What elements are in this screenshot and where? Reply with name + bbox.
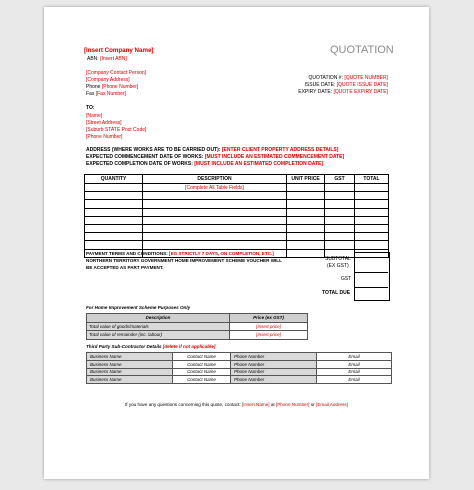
description-cell[interactable] bbox=[143, 241, 287, 249]
table-row bbox=[87, 331, 308, 340]
gst-cell[interactable] bbox=[325, 233, 355, 241]
abn-value: [Insert ABN] bbox=[100, 56, 127, 62]
quantity-cell[interactable] bbox=[85, 241, 143, 249]
unit-price-cell[interactable] bbox=[287, 184, 325, 192]
email-label: Email bbox=[317, 353, 392, 361]
header-unit-price: UNIT PRICE bbox=[287, 175, 325, 184]
unit-price-cell[interactable] bbox=[287, 233, 325, 241]
description-cell[interactable] bbox=[143, 224, 287, 232]
contact-name-label: Contact Name bbox=[173, 376, 231, 384]
quotation-page bbox=[44, 7, 429, 479]
quantity-cell[interactable] bbox=[85, 233, 143, 241]
quantity-cell[interactable] bbox=[85, 184, 143, 192]
document-title: QUOTATION bbox=[330, 44, 394, 56]
business-name-label: Business Name bbox=[87, 376, 173, 384]
voucher-line-1: NORTHERN TERRITORY GOVERNMENT HOME IMPROVEMENT SCHEME VOUCHER WILL bbox=[86, 258, 282, 263]
totals-box bbox=[354, 252, 390, 301]
quantity-cell[interactable] bbox=[85, 216, 143, 224]
expiry-date-label: EXPIRY DATE: bbox=[298, 89, 333, 95]
table-row bbox=[85, 216, 389, 224]
items-table bbox=[84, 174, 389, 258]
commencement-line bbox=[86, 155, 344, 160]
table-row bbox=[85, 184, 389, 192]
quantity-cell[interactable] bbox=[85, 200, 143, 208]
home-improvement-table bbox=[86, 313, 308, 340]
footer-name: [Insert Name] bbox=[241, 402, 270, 407]
total-cell[interactable] bbox=[355, 184, 389, 192]
hi-header-price: Price (ex GST) bbox=[230, 314, 308, 323]
expiry-date-line bbox=[298, 90, 388, 95]
gst-cell[interactable] bbox=[325, 241, 355, 249]
total-cell[interactable] bbox=[355, 200, 389, 208]
table-row bbox=[85, 208, 389, 216]
footer-at: at bbox=[270, 402, 275, 407]
gst-cell[interactable] bbox=[325, 184, 355, 192]
company-name: [Insert Company Name] bbox=[84, 47, 154, 54]
phone-number-label: Phone Number bbox=[231, 360, 317, 368]
home-improvement-header bbox=[87, 314, 308, 323]
hi-remainder-price[interactable]: [Insert price] bbox=[230, 331, 308, 340]
total-cell[interactable] bbox=[355, 192, 389, 200]
payment-terms-value: [EG STRICTLY 7 DAYS, ON COMPLETION, ETC.] bbox=[169, 251, 274, 256]
company-phone bbox=[86, 85, 138, 90]
quotation-number-value: [QUOTE NUMBER] bbox=[344, 75, 388, 81]
completion-label: EXPECTED COMPLETION DATE OF WORKS: bbox=[86, 161, 193, 167]
to-phone: [Phone Number] bbox=[86, 134, 123, 140]
totals-divider bbox=[354, 272, 388, 273]
table-row bbox=[85, 200, 389, 208]
subcontractor-title: Third Party Sub-Contractor Details bbox=[86, 344, 162, 349]
unit-price-cell[interactable] bbox=[287, 216, 325, 224]
hi-goods-label: Total value of goods/materials bbox=[87, 322, 230, 331]
description-cell[interactable] bbox=[143, 233, 287, 241]
items-header-row bbox=[85, 175, 389, 184]
phone-number-label: Phone Number bbox=[231, 353, 317, 361]
gst-cell[interactable] bbox=[325, 208, 355, 216]
header-description: DESCRIPTION bbox=[143, 175, 287, 184]
table-row bbox=[87, 360, 392, 368]
gst-cell[interactable] bbox=[325, 192, 355, 200]
to-label: TO: bbox=[86, 105, 95, 111]
phone-label: Phone bbox=[86, 84, 101, 90]
header-quantity: QUANTITY bbox=[85, 175, 143, 184]
gst-cell[interactable] bbox=[325, 216, 355, 224]
quotation-number-label: QUOTATION #: bbox=[308, 75, 343, 81]
to-street: [Street Address] bbox=[86, 120, 122, 126]
works-address-label: ADDRESS (WHERE WORKS ARE TO BE CARRIED OUT): bbox=[86, 147, 221, 153]
unit-price-cell[interactable] bbox=[287, 249, 325, 257]
quantity-cell[interactable] bbox=[85, 224, 143, 232]
hi-header-description: Description bbox=[87, 314, 230, 323]
quantity-cell[interactable] bbox=[85, 208, 143, 216]
table-row bbox=[85, 192, 389, 200]
description-cell[interactable] bbox=[143, 216, 287, 224]
footer-intro: If you have any questions concerning this quote, contact: bbox=[125, 402, 241, 407]
footer-or: or bbox=[310, 402, 315, 407]
phone-value: [Phone Number] bbox=[101, 84, 139, 90]
business-name-label: Business Name bbox=[87, 353, 173, 361]
hi-remainder-label: Total value of remainder (inc. labour) bbox=[87, 331, 230, 340]
header-gst: GST bbox=[325, 175, 355, 184]
subcontractor-title-line bbox=[86, 345, 215, 350]
issue-date-line bbox=[305, 83, 388, 88]
ex-gst-label: (EX GST) bbox=[327, 263, 349, 269]
table-row bbox=[87, 353, 392, 361]
header-total: TOTAL bbox=[355, 175, 389, 184]
voucher-line-2: BE ACCEPTED AS PART PAYMENT. bbox=[86, 265, 164, 270]
phone-number-label: Phone Number bbox=[231, 368, 317, 376]
business-name-label: Business Name bbox=[87, 368, 173, 376]
description-cell[interactable] bbox=[143, 192, 287, 200]
quotation-number-line bbox=[308, 76, 388, 81]
gst-label: GST bbox=[341, 276, 352, 282]
works-address-value: [ENTER CLIENT PROPERTY ADDRESS DETAILS] bbox=[221, 147, 339, 153]
to-name: [Name] bbox=[86, 113, 103, 119]
gst-cell[interactable] bbox=[325, 224, 355, 232]
footer-contact-line bbox=[44, 403, 429, 408]
company-fax bbox=[86, 92, 126, 97]
hi-goods-price[interactable]: [Insert price] bbox=[230, 322, 308, 331]
fax-value: [Fax Number] bbox=[95, 91, 127, 97]
company-contact-person: [Company Contact Person] bbox=[86, 70, 147, 76]
total-cell[interactable] bbox=[355, 216, 389, 224]
total-cell[interactable] bbox=[355, 233, 389, 241]
total-cell[interactable] bbox=[355, 208, 389, 216]
description-cell[interactable] bbox=[143, 208, 287, 216]
table-row bbox=[87, 368, 392, 376]
table-row bbox=[85, 233, 389, 241]
email-label: Email bbox=[317, 376, 392, 384]
company-address: [Company Address] bbox=[86, 77, 130, 83]
fax-label: Fax bbox=[86, 91, 95, 97]
subtotal-label: SUBTOTAL bbox=[325, 256, 351, 262]
unit-price-cell[interactable] bbox=[287, 208, 325, 216]
email-label: Email bbox=[317, 360, 392, 368]
abn-line bbox=[87, 57, 127, 62]
footer-phone: [Phone Number] bbox=[275, 402, 310, 407]
table-row bbox=[85, 241, 389, 249]
phone-number-label: Phone Number bbox=[231, 376, 317, 384]
abn-label: ABN: bbox=[87, 56, 99, 62]
unit-price-cell[interactable] bbox=[287, 241, 325, 249]
gst-cell[interactable] bbox=[325, 200, 355, 208]
table-row bbox=[85, 224, 389, 232]
total-cell[interactable] bbox=[355, 241, 389, 249]
totals-divider bbox=[354, 287, 388, 288]
expiry-date-value: [QUOTE EXPIRY DATE] bbox=[333, 89, 388, 95]
completion-value: [MUST INCLUDE AN ESTIMATED COMPLETION DATE] bbox=[194, 161, 324, 167]
contact-name-label: Contact Name bbox=[173, 353, 231, 361]
description-cell[interactable] bbox=[143, 200, 287, 208]
unit-price-cell[interactable] bbox=[287, 200, 325, 208]
issue-date-value: [QUOTE ISSUE DATE] bbox=[336, 82, 388, 88]
subcontractor-table bbox=[86, 352, 392, 384]
contact-name-label: Contact Name bbox=[173, 368, 231, 376]
commencement-label: EXPECTED COMMENCEMENT DATE OF WORKS: bbox=[86, 154, 204, 160]
description-cell[interactable]: [Complete All Table Fields] bbox=[143, 184, 287, 192]
table-row bbox=[87, 376, 392, 384]
total-due-label: TOTAL DUE bbox=[322, 290, 351, 296]
footer-email: [Email Address] bbox=[316, 402, 348, 407]
completion-line bbox=[86, 162, 323, 167]
quantity-cell[interactable] bbox=[85, 192, 143, 200]
works-address-line bbox=[86, 148, 338, 153]
to-suburb: [Suburb STATE Post Code] bbox=[86, 127, 147, 133]
payment-terms-label: PAYMENT TERMS AND CONDITIONS: bbox=[86, 251, 168, 256]
total-cell[interactable] bbox=[355, 224, 389, 232]
business-name-label: Business Name bbox=[87, 360, 173, 368]
unit-price-cell[interactable] bbox=[287, 224, 325, 232]
commencement-value: [MUST INCLUDE AN ESTIMATED COMMENCEMENT DATE] bbox=[204, 154, 345, 160]
issue-date-label: ISSUE DATE: bbox=[304, 82, 336, 88]
table-row bbox=[87, 322, 308, 331]
home-improvement-title: For Home Improvement Scheme Purposes Only bbox=[86, 305, 191, 310]
email-label: Email bbox=[317, 368, 392, 376]
unit-price-cell[interactable] bbox=[287, 192, 325, 200]
contact-name-label: Contact Name bbox=[173, 360, 231, 368]
payment-terms-line bbox=[86, 252, 274, 257]
subcontractor-note: [delete if not applicable] bbox=[162, 344, 216, 349]
